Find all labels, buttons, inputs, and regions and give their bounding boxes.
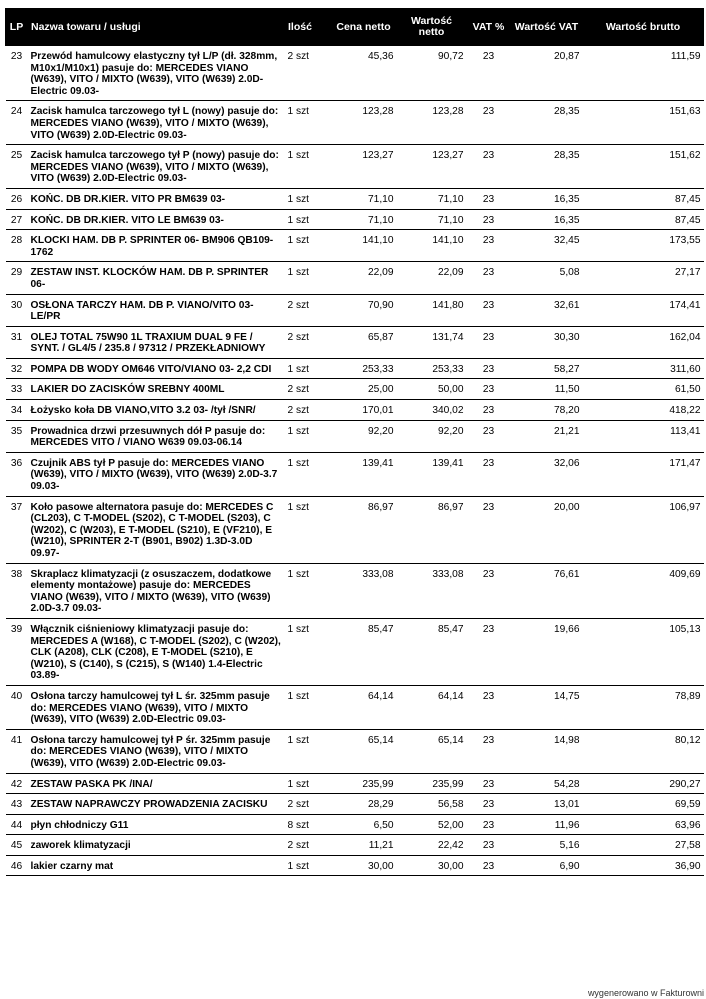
cell-vat-value: 58,27 [511,358,583,379]
cell-vat-value: 20,00 [511,496,583,563]
cell-net-value: 131,74 [397,326,467,358]
cell-vat-percent: 23 [467,794,511,815]
cell-quantity: 2 szt [285,794,331,815]
cell-gross-value: 87,45 [583,209,704,230]
cell-product-name: KOŃC. DB DR.KIER. VITO LE BM639 03- [28,209,285,230]
table-row [6,563,704,618]
cell-net-value: 90,72 [397,46,467,101]
table-row [6,262,704,294]
cell-gross-value: 27,17 [583,262,704,294]
cell-quantity: 1 szt [285,101,331,145]
cell-gross-value: 162,04 [583,326,704,358]
cell-lp: 27 [6,209,28,230]
cell-lp: 29 [6,262,28,294]
cell-product-name: ZESTAW PASKA PK /INA/ [28,773,285,794]
cell-product-name: Prowadnica drzwi przesuwnych dół P pasuje do: MERCEDES VITO / VIANO W639 09.03-06.14 [28,420,285,452]
cell-net-price: 235,99 [331,773,397,794]
cell-product-name: Łożysko koła DB VIANO,VITO 3.2 03- /tył /SNR/ [28,400,285,421]
cell-net-value: 50,00 [397,379,467,400]
cell-vat-value: 32,61 [511,294,583,326]
cell-net-value: 85,47 [397,618,467,685]
table-row [6,855,704,876]
cell-net-price: 30,00 [331,855,397,876]
cell-gross-value: 311,60 [583,358,704,379]
cell-vat-percent: 23 [467,145,511,189]
cell-vat-value: 32,06 [511,452,583,496]
cell-net-value: 141,10 [397,230,467,262]
table-row [6,209,704,230]
cell-lp: 38 [6,563,28,618]
header-gross-value: Wartość brutto [583,9,704,46]
cell-net-price: 170,01 [331,400,397,421]
cell-net-price: 45,36 [331,46,397,101]
table-row [6,814,704,835]
cell-product-name: ZESTAW INST. KLOCKÓW HAM. DB P. SPRINTER 06- [28,262,285,294]
cell-net-value: 30,00 [397,855,467,876]
cell-vat-percent: 23 [467,46,511,101]
cell-vat-percent: 23 [467,452,511,496]
header-net-value: Wartość netto [397,9,467,46]
cell-lp: 44 [6,814,28,835]
cell-net-price: 71,10 [331,188,397,209]
cell-quantity: 1 szt [285,230,331,262]
cell-product-name: Osłona tarczy hamulcowej tył P śr. 325mm pasuje do: MERCEDES VIANO (W639), VITO / MIXTO (W639), VITO (W639) 2.0D-Electric 09.03- [28,729,285,773]
cell-vat-percent: 23 [467,101,511,145]
table-row [6,46,704,101]
cell-net-value: 235,99 [397,773,467,794]
header-quantity: Ilość [285,9,331,46]
table-row [6,379,704,400]
cell-gross-value: 151,63 [583,101,704,145]
cell-quantity: 2 szt [285,294,331,326]
cell-gross-value: 69,59 [583,794,704,815]
cell-lp: 41 [6,729,28,773]
cell-net-price: 85,47 [331,618,397,685]
cell-quantity: 1 szt [285,618,331,685]
cell-lp: 36 [6,452,28,496]
cell-vat-value: 5,16 [511,835,583,856]
cell-net-value: 92,20 [397,420,467,452]
cell-quantity: 8 szt [285,814,331,835]
cell-lp: 24 [6,101,28,145]
cell-vat-value: 30,30 [511,326,583,358]
table-row [6,400,704,421]
cell-vat-value: 54,28 [511,773,583,794]
cell-quantity: 1 szt [285,262,331,294]
cell-quantity: 1 szt [285,729,331,773]
table-row [6,685,704,729]
cell-product-name: Zacisk hamulca tarczowego tył L (nowy) pasuje do: MERCEDES VIANO (W639), VITO / MIXTO (W639), VITO (W639) 2.0D-Electric 09.03- [28,101,285,145]
cell-vat-percent: 23 [467,496,511,563]
cell-net-price: 141,10 [331,230,397,262]
cell-vat-value: 20,87 [511,46,583,101]
cell-gross-value: 151,62 [583,145,704,189]
cell-net-value: 139,41 [397,452,467,496]
cell-gross-value: 113,41 [583,420,704,452]
cell-lp: 37 [6,496,28,563]
cell-net-price: 123,27 [331,145,397,189]
cell-vat-percent: 23 [467,230,511,262]
cell-quantity: 1 szt [285,563,331,618]
cell-gross-value: 409,69 [583,563,704,618]
cell-vat-value: 21,21 [511,420,583,452]
cell-product-name: Osłona tarczy hamulcowej tył L śr. 325mm pasuje do: MERCEDES VIANO (W639), VITO / MIXTO (W639), VITO (W639) 2.0D-Electric 09.03- [28,685,285,729]
cell-net-value: 56,58 [397,794,467,815]
cell-vat-value: 14,75 [511,685,583,729]
cell-quantity: 1 szt [285,773,331,794]
cell-product-name: OLEJ TOTAL 75W90 1L TRAXIUM DUAL 9 FE / SYNT. / GL4/5 / 235.8 / 97312 / PRZEKŁADNIOWY [28,326,285,358]
cell-net-value: 71,10 [397,209,467,230]
cell-vat-value: 11,50 [511,379,583,400]
cell-lp: 35 [6,420,28,452]
cell-vat-percent: 23 [467,773,511,794]
cell-product-name: Koło pasowe alternatora pasuje do: MERCEDES C (CL203), C T-MODEL (S202), C T-MODEL (S203), C (W202), C (W203), E T-MODEL (S210), E (VF210), E (W210), SPRINTER 2-T (B901, B902) 1.3D-3.0D 09.97- [28,496,285,563]
cell-lp: 39 [6,618,28,685]
cell-product-name: KLOCKI HAM. DB P. SPRINTER 06- BM906 QB109-1762 [28,230,285,262]
cell-net-value: 333,08 [397,563,467,618]
cell-vat-value: 32,45 [511,230,583,262]
cell-lp: 32 [6,358,28,379]
header-lp: LP [6,9,28,46]
cell-product-name: lakier czarny mat [28,855,285,876]
cell-product-name: OSŁONA TARCZY HAM. DB P. VIANO/VITO 03- LE/PR [28,294,285,326]
cell-gross-value: 105,13 [583,618,704,685]
cell-gross-value: 80,12 [583,729,704,773]
cell-net-price: 6,50 [331,814,397,835]
cell-lp: 23 [6,46,28,101]
cell-vat-value: 78,20 [511,400,583,421]
cell-gross-value: 173,55 [583,230,704,262]
cell-gross-value: 61,50 [583,379,704,400]
cell-net-value: 86,97 [397,496,467,563]
cell-product-name: Włącznik ciśnieniowy klimatyzacji pasuje do: MERCEDES A (W168), C T-MODEL (S202), C (W202), CLK (A208), CLK (C208), E T-MODEL (S210), E (W210), S (C140), S (C215), S (W140) 1.4-Electric 03.89- [28,618,285,685]
cell-vat-percent: 23 [467,814,511,835]
cell-product-name: zaworek klimatyzacji [28,835,285,856]
cell-net-price: 28,29 [331,794,397,815]
cell-lp: 45 [6,835,28,856]
cell-lp: 31 [6,326,28,358]
cell-quantity: 1 szt [285,855,331,876]
cell-vat-value: 14,98 [511,729,583,773]
table-row [6,618,704,685]
cell-quantity: 2 szt [285,835,331,856]
cell-vat-percent: 23 [467,294,511,326]
cell-net-value: 123,27 [397,145,467,189]
cell-lp: 46 [6,855,28,876]
header-product-name: Nazwa towaru / usługi [28,9,285,46]
cell-quantity: 1 szt [285,188,331,209]
cell-lp: 34 [6,400,28,421]
cell-vat-value: 5,08 [511,262,583,294]
table-row [6,145,704,189]
cell-net-value: 22,09 [397,262,467,294]
cell-gross-value: 27,58 [583,835,704,856]
cell-gross-value: 418,22 [583,400,704,421]
table-row [6,188,704,209]
cell-net-price: 64,14 [331,685,397,729]
cell-vat-value: 13,01 [511,794,583,815]
cell-lp: 25 [6,145,28,189]
cell-vat-value: 28,35 [511,101,583,145]
cell-quantity: 1 szt [285,685,331,729]
cell-net-value: 340,02 [397,400,467,421]
table-row [6,496,704,563]
cell-gross-value: 171,47 [583,452,704,496]
cell-vat-percent: 23 [467,358,511,379]
cell-net-price: 139,41 [331,452,397,496]
cell-quantity: 2 szt [285,326,331,358]
cell-quantity: 2 szt [285,379,331,400]
table-row [6,835,704,856]
cell-vat-percent: 23 [467,379,511,400]
cell-product-name: POMPA DB WODY OM646 VITO/VIANO 03- 2,2 CDI [28,358,285,379]
cell-gross-value: 63,96 [583,814,704,835]
cell-lp: 42 [6,773,28,794]
cell-vat-value: 11,96 [511,814,583,835]
cell-net-price: 92,20 [331,420,397,452]
cell-vat-percent: 23 [467,618,511,685]
cell-vat-value: 28,35 [511,145,583,189]
cell-vat-percent: 23 [467,835,511,856]
cell-net-value: 141,80 [397,294,467,326]
invoice-items-table [5,8,704,876]
cell-net-value: 253,33 [397,358,467,379]
cell-net-price: 65,14 [331,729,397,773]
cell-lp: 33 [6,379,28,400]
cell-vat-percent: 23 [467,420,511,452]
cell-lp: 40 [6,685,28,729]
cell-net-price: 11,21 [331,835,397,856]
table-row [6,794,704,815]
cell-net-value: 64,14 [397,685,467,729]
cell-gross-value: 290,27 [583,773,704,794]
cell-product-name: Skraplacz klimatyzacji (z osuszaczem, dodatkowe elementy montażowe) pasuje do: MERCEDES VIANO (W639), VITO / MIXTO (W639), VITO (W639) 2.0D-3.7 09.03- [28,563,285,618]
cell-net-price: 71,10 [331,209,397,230]
cell-vat-value: 76,61 [511,563,583,618]
cell-vat-value: 16,35 [511,209,583,230]
cell-vat-percent: 23 [467,855,511,876]
cell-quantity: 1 szt [285,358,331,379]
cell-product-name: płyn chłodniczy G11 [28,814,285,835]
footer-note: wygenerowano w Fakturowni [587,988,704,998]
cell-vat-percent: 23 [467,209,511,230]
cell-product-name: Przewód hamulcowy elastyczny tył L/P (dł. 328mm, M10x1/M10x1) pasuje do: MERCEDES VIANO (W639), VITO / MIXTO (W639), VITO (W639) 2.0D-Electric 09.03- [28,46,285,101]
table-row [6,420,704,452]
table-header-row [6,9,704,46]
cell-net-price: 333,08 [331,563,397,618]
cell-net-value: 65,14 [397,729,467,773]
table-row [6,326,704,358]
cell-net-value: 52,00 [397,814,467,835]
cell-vat-value: 6,90 [511,855,583,876]
cell-net-price: 70,90 [331,294,397,326]
cell-gross-value: 106,97 [583,496,704,563]
cell-gross-value: 87,45 [583,188,704,209]
cell-net-value: 71,10 [397,188,467,209]
cell-vat-percent: 23 [467,188,511,209]
cell-lp: 26 [6,188,28,209]
cell-vat-percent: 23 [467,326,511,358]
cell-quantity: 2 szt [285,46,331,101]
table-row [6,729,704,773]
cell-gross-value: 78,89 [583,685,704,729]
cell-product-name: Czujnik ABS tył P pasuje do: MERCEDES VIANO (W639), VITO / MIXTO (W639), VITO (W639) 2.0D-3.7 09.03- [28,452,285,496]
cell-product-name: ZESTAW NAPRAWCZY PROWADZENIA ZACISKU [28,794,285,815]
cell-net-value: 22,42 [397,835,467,856]
table-row [6,230,704,262]
cell-gross-value: 174,41 [583,294,704,326]
cell-vat-percent: 23 [467,262,511,294]
cell-gross-value: 36,90 [583,855,704,876]
cell-quantity: 1 szt [285,209,331,230]
cell-product-name: KOŃC. DB DR.KIER. VITO PR BM639 03- [28,188,285,209]
table-row [6,773,704,794]
cell-product-name: Zacisk hamulca tarczowego tył P (nowy) pasuje do: MERCEDES VIANO (W639), VITO / MIXTO (W639), VITO (W639) 2.0D-Electric 09.03- [28,145,285,189]
cell-net-price: 253,33 [331,358,397,379]
cell-net-price: 65,87 [331,326,397,358]
cell-lp: 30 [6,294,28,326]
cell-vat-value: 16,35 [511,188,583,209]
cell-quantity: 1 szt [285,496,331,563]
table-body [6,46,704,876]
cell-net-price: 123,28 [331,101,397,145]
cell-vat-percent: 23 [467,729,511,773]
header-vat-percent: VAT % [467,9,511,46]
header-net-price: Cena netto [331,9,397,46]
cell-net-value: 123,28 [397,101,467,145]
cell-lp: 43 [6,794,28,815]
cell-quantity: 1 szt [285,420,331,452]
cell-gross-value: 111,59 [583,46,704,101]
cell-product-name: LAKIER DO ZACISKÓW SREBNY 400ML [28,379,285,400]
cell-quantity: 2 szt [285,400,331,421]
table-row [6,294,704,326]
cell-vat-value: 19,66 [511,618,583,685]
table-row [6,101,704,145]
cell-net-price: 86,97 [331,496,397,563]
cell-quantity: 1 szt [285,145,331,189]
cell-lp: 28 [6,230,28,262]
cell-vat-percent: 23 [467,563,511,618]
cell-quantity: 1 szt [285,452,331,496]
cell-vat-percent: 23 [467,685,511,729]
cell-vat-percent: 23 [467,400,511,421]
cell-net-price: 25,00 [331,379,397,400]
header-vat-value: Wartość VAT [511,9,583,46]
cell-net-price: 22,09 [331,262,397,294]
table-row [6,358,704,379]
table-row [6,452,704,496]
